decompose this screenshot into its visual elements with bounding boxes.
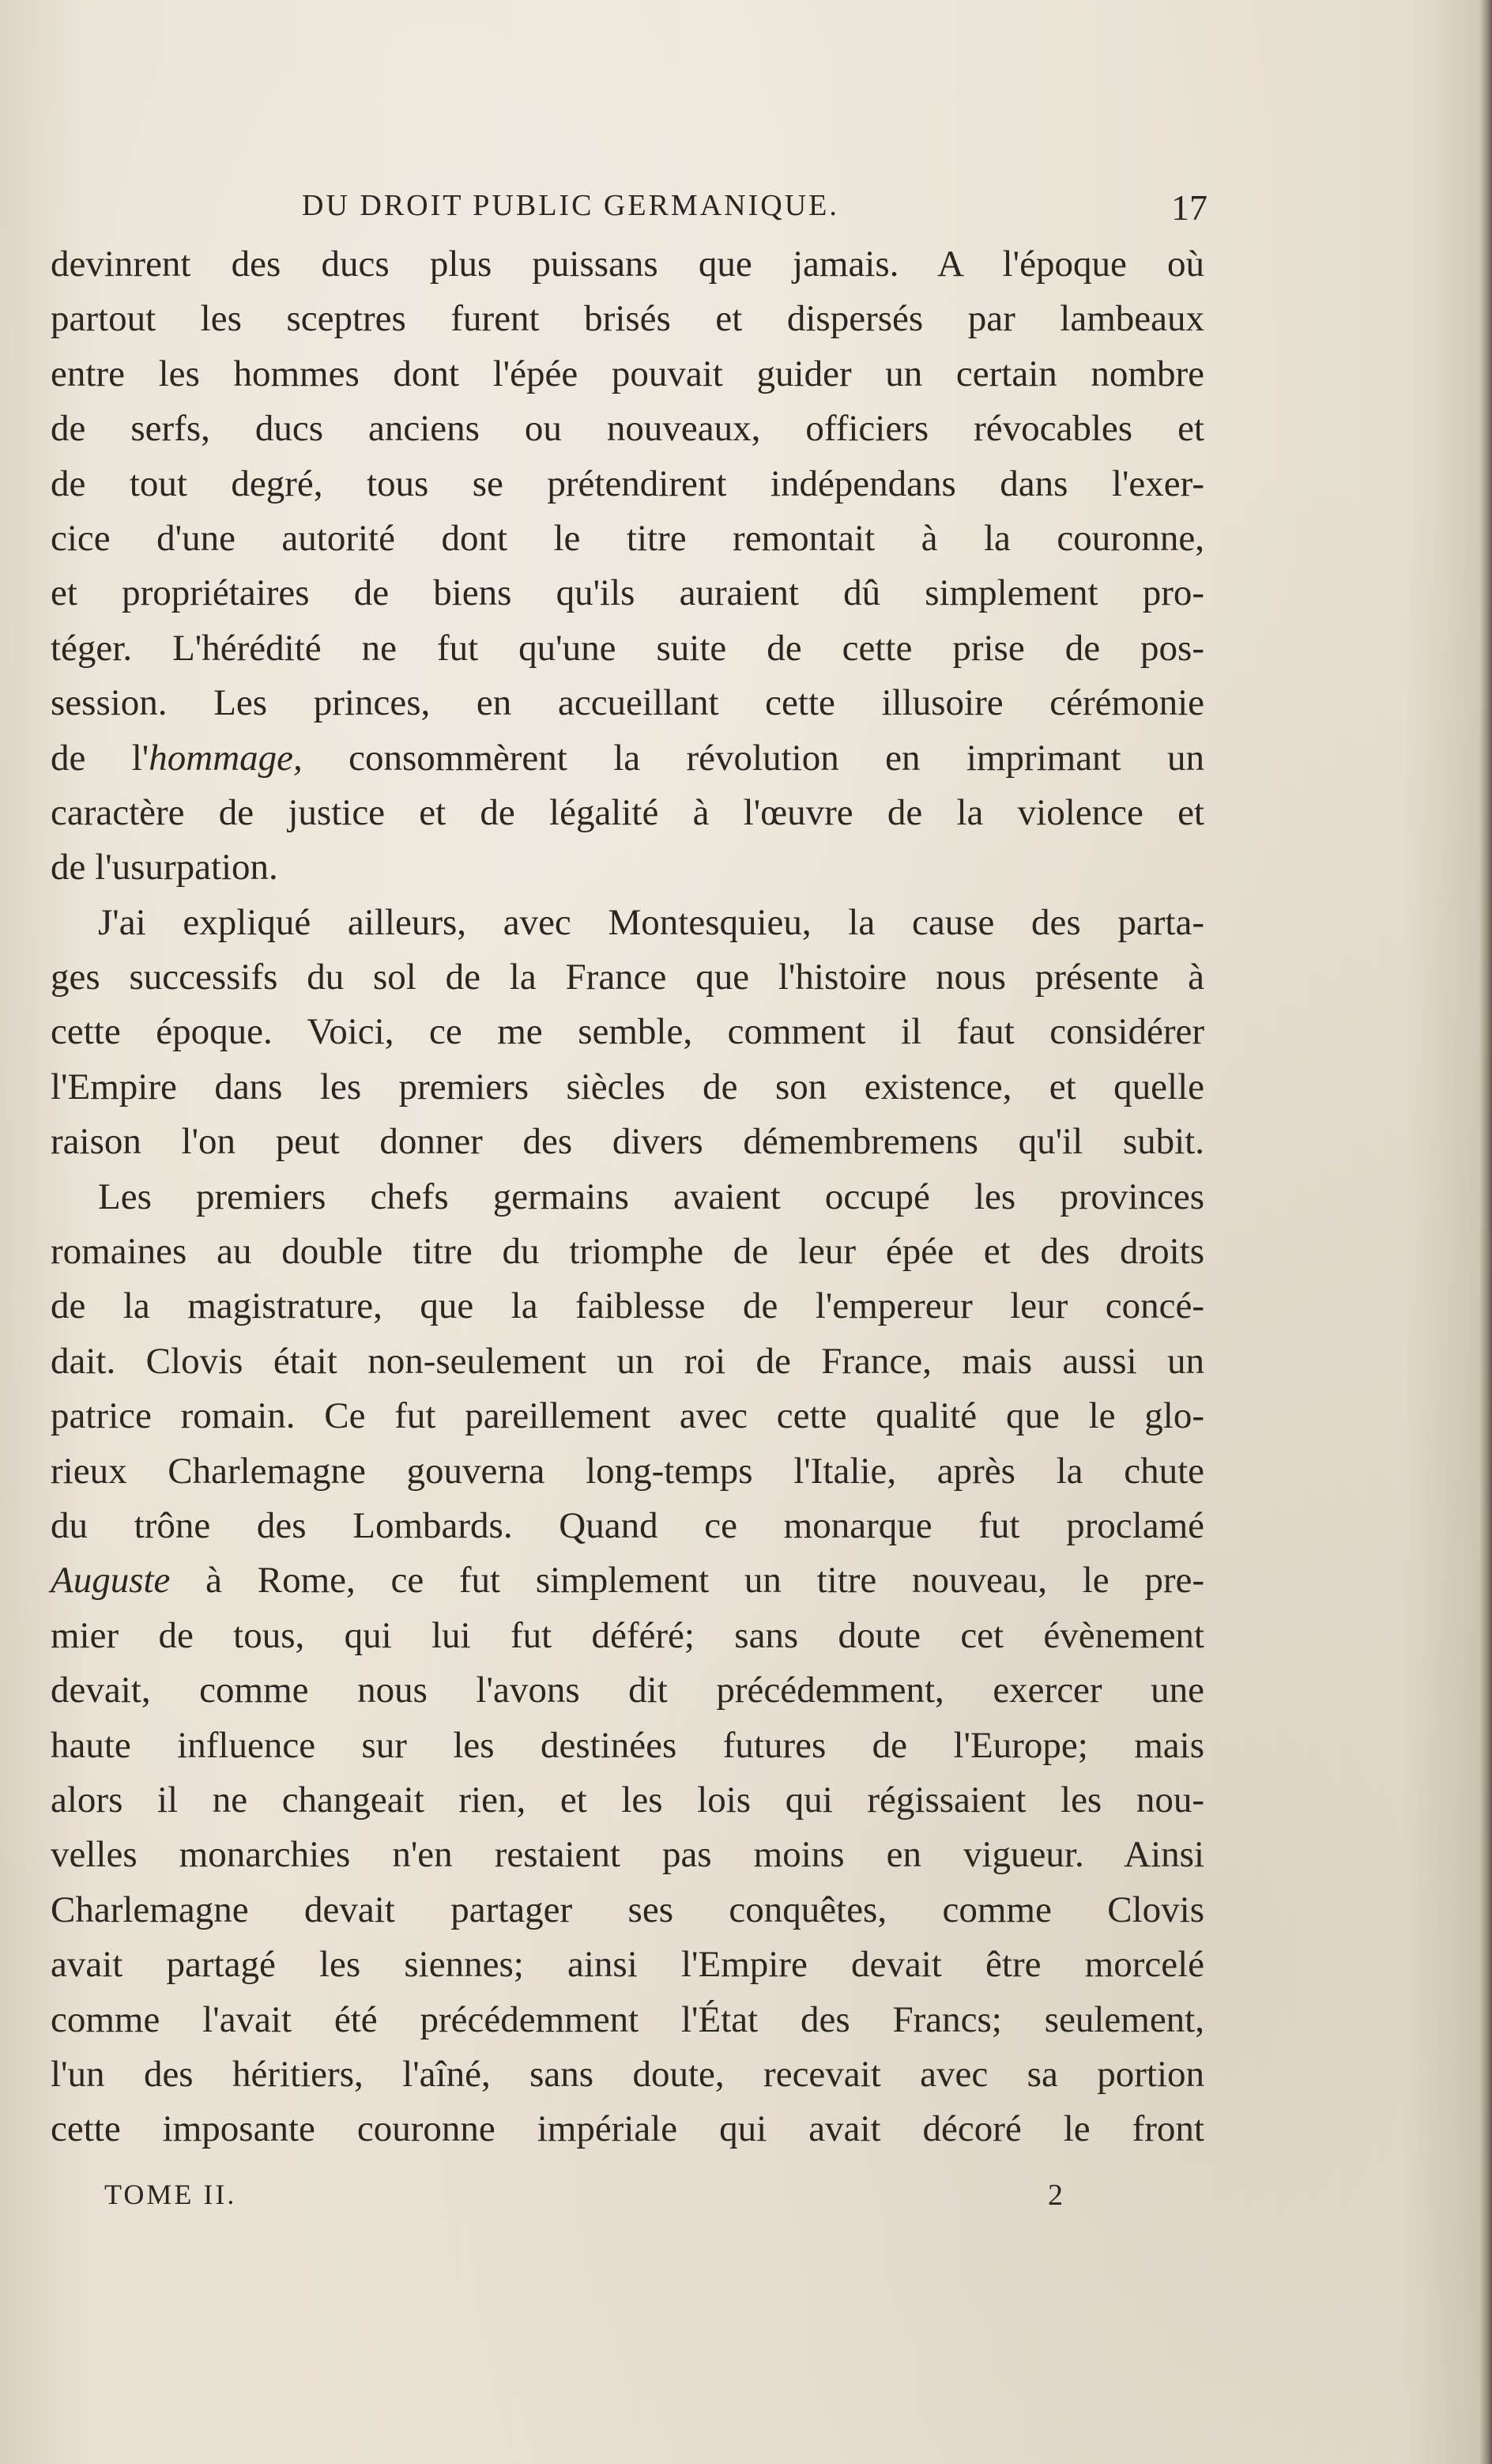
text-line: de tout degré, tous se prétendirent indépendans dans l'exer- [51,462,1204,504]
text-line: J'ai expliqué ailleurs, avec Montesquieu, la cause des parta- [98,901,1204,943]
text-line: de l'usurpation. [51,847,278,889]
text-line: l'un des héritiers, l'aîné, sans doute, recevait avec sa portion [51,2053,1204,2095]
text-line: entre les hommes dont l'épée pouvait guider un certain nombre [51,353,1204,394]
text-line: haute influence sur les destinées futures de l'Europe; mais [51,1724,1204,1766]
text-line: Charlemagne devait partager ses conquêtes, comme Clovis [51,1889,1204,1930]
page-number: 17 [1171,187,1208,228]
text-line: cice d'une autorité dont le titre remontait à la couronne, [51,517,1204,559]
text-line: velles monarchies n'en restaient pas moins en vigueur. Ainsi [51,1834,1204,1876]
text-segment: à Rome, ce fut simplement un titre nouveau, le pre- [170,1560,1204,1602]
text-line: partout les sceptres furent brisés et dispersés par lambeaux [51,298,1204,340]
text-line: cette imposante couronne impériale qui avait décoré le front [51,2108,1204,2150]
text-line: cette époque. Voici, ce me semble, comment il faut considérer [51,1011,1204,1053]
text-line: de la magistrature, que la faiblesse de l'empereur leur concé- [51,1285,1204,1327]
text-line: de serfs, ducs anciens ou nouveaux, officiers révocables et [51,408,1204,450]
text-line: session. Les princes, en accueillant cette illusoire cérémonie [51,682,1204,724]
page-edge-shadow [1479,0,1492,2464]
volume-signature: TOME II. [104,2179,237,2210]
text-line: Les premiers chefs germains avaient occupé les provinces [98,1175,1204,1217]
text-line: raison l'on peut donner des divers démembremens qu'il subit. [51,1121,1204,1163]
text-line: ges successifs du sol de la France que l'histoire nous présente à [51,957,1204,998]
text-line: comme l'avait été précédemment l'État des Francs; seulement, [51,1998,1204,2040]
gathering-signature: 2 [1048,2179,1063,2212]
text-line: alors il ne changeait rien, et les lois qui régissaient les nou- [51,1779,1204,1821]
text-segment: de l' [51,737,149,779]
running-title: DU DROIT PUBLIC GERMANIQUE. [302,189,839,222]
italic-term: hommage, [149,737,303,779]
text-line [51,1553,1204,1608]
text-line: et propriétaires de biens qu'ils auraient dû simplement pro- [51,572,1204,614]
text-line: du trône des Lombards. Quand ce monarque fut proclamé [51,1504,1204,1546]
text-line: dait. Clovis était non-seulement un roi de France, mais aussi un [51,1340,1204,1382]
text-line: l'Empire dans les premiers siècles de son existence, et quelle [51,1066,1204,1107]
italic-term: Auguste [51,1560,171,1602]
running-header [47,188,1208,236]
body-text [51,237,1204,2157]
text-line: téger. L'hérédité ne fut qu'une suite de cette prise de pos- [51,627,1204,669]
text-segment: consommèrent la révolution en imprimant un [302,737,1204,779]
text-line: avait partagé les siennes; ainsi l'Empire devait être morcelé [51,1944,1204,1986]
page-footer [51,2178,1204,2225]
text-line: romaines au double titre du triomphe de leur épée et des droits [51,1231,1204,1273]
text-line: mier de tous, qui lui fut déféré; sans doute cet évènement [51,1614,1204,1656]
text-line: rieux Charlemagne gouverna long-temps l'Italie, après la chute [51,1450,1204,1492]
text-line: caractère de justice et de légalité à l'œuvre de la violence et [51,791,1204,833]
text-line [51,731,1204,786]
text-line: devinrent des ducs plus puissans que jamais. A l'époque où [51,243,1204,285]
text-line: patrice romain. Ce fut pareillement avec cette qualité que le glo- [51,1395,1204,1437]
text-line: devait, comme nous l'avons dit précédemment, exercer une [51,1670,1204,1711]
